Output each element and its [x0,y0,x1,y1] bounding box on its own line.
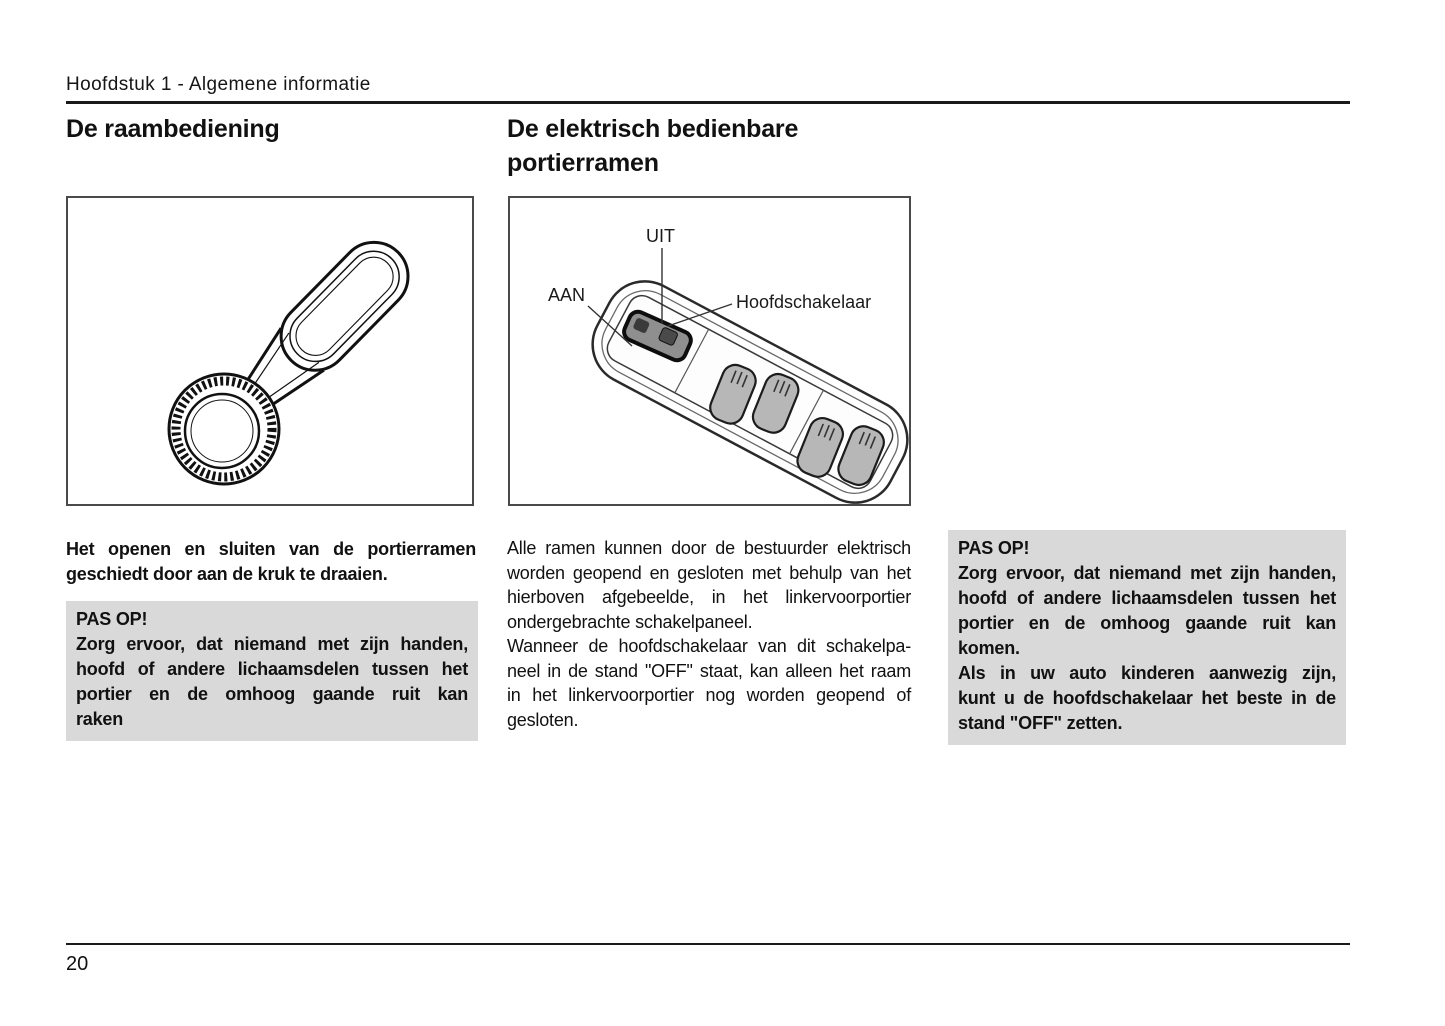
text-line: Het openen en sluiten van de portierramen [66,539,476,559]
window-crank-figure [66,196,474,506]
text-line: stand "OFF" zetten. [958,713,1123,733]
warning-title: PAS OP! [958,538,1030,558]
text-line: Wanneer de hoofdschakelaar van dit schakelpa- [507,636,911,656]
body-text-middle [507,536,911,732]
section-heading-elektrische-portierramen [507,112,927,180]
crank-knob [169,374,279,484]
window-crank-drawing [68,198,472,504]
intro-text [66,537,476,587]
label-uit: UIT [646,226,675,246]
warning-box-left [66,601,478,741]
text-line: Als in uw auto kinderen aanwezig zijn, [958,663,1336,683]
text-line: raken [76,709,124,729]
text-line: portier en de omhoog gaande ruit kan [958,613,1336,633]
text-line: portier en de omhoog gaande ruit kan [76,684,468,704]
text-line: ondergebrachte schakelpaneel. [507,611,753,632]
text-line: Zorg ervoor, dat niemand met zijn handen, [76,634,468,654]
label-aan: AAN [548,285,586,305]
bottom-rule [66,943,1350,945]
label-hoofdschakelaar: Hoofdschakelaar [736,292,872,312]
text-line: hoofd of andere lichaamsdelen tussen het [76,659,468,679]
warning-text [958,561,1336,736]
section-heading-line-2: portierramen [507,149,659,177]
text-line: Alle ramen kunnen door de bestuurder elektrisch [507,538,911,558]
text-line: hierboven afgebeelde, in het linkervoorportier [507,587,911,607]
text-line: geschiedt door aan de kruk te draaien. [66,564,388,584]
text-line: Zorg ervoor, dat niemand met zijn handen, [958,563,1336,583]
warning-box-right [948,530,1346,745]
text-line: hoofd of andere lichaamsdelen tussen het [958,588,1336,608]
up-arrow-icon [171,500,227,504]
text-line: neel in de stand "OFF" staat, kan alleen het raam [507,660,911,681]
warning-text [76,632,468,732]
text-line: kunt u de hoofdschakelaar het beste in de [958,688,1336,708]
text-line: in het linkervoorportier nog worden geopend of [507,685,911,705]
page-number: 20 [66,953,89,975]
section-heading-raambediening: De raambediening [66,115,280,143]
page-header: Hoofdstuk 1 - Algemene informatie [66,74,371,95]
header-rule [66,101,1350,104]
switch-panel-drawing [510,198,909,504]
text-line: komen. [958,638,1020,658]
warning-title: PAS OP! [76,609,148,629]
switch-panel-figure [508,196,911,506]
text-line: worden geopend en gesloten met behulp van het [507,562,911,583]
section-heading-line-1: De elektrisch bedienbare [507,115,799,143]
text-line: gesloten. [507,709,579,730]
